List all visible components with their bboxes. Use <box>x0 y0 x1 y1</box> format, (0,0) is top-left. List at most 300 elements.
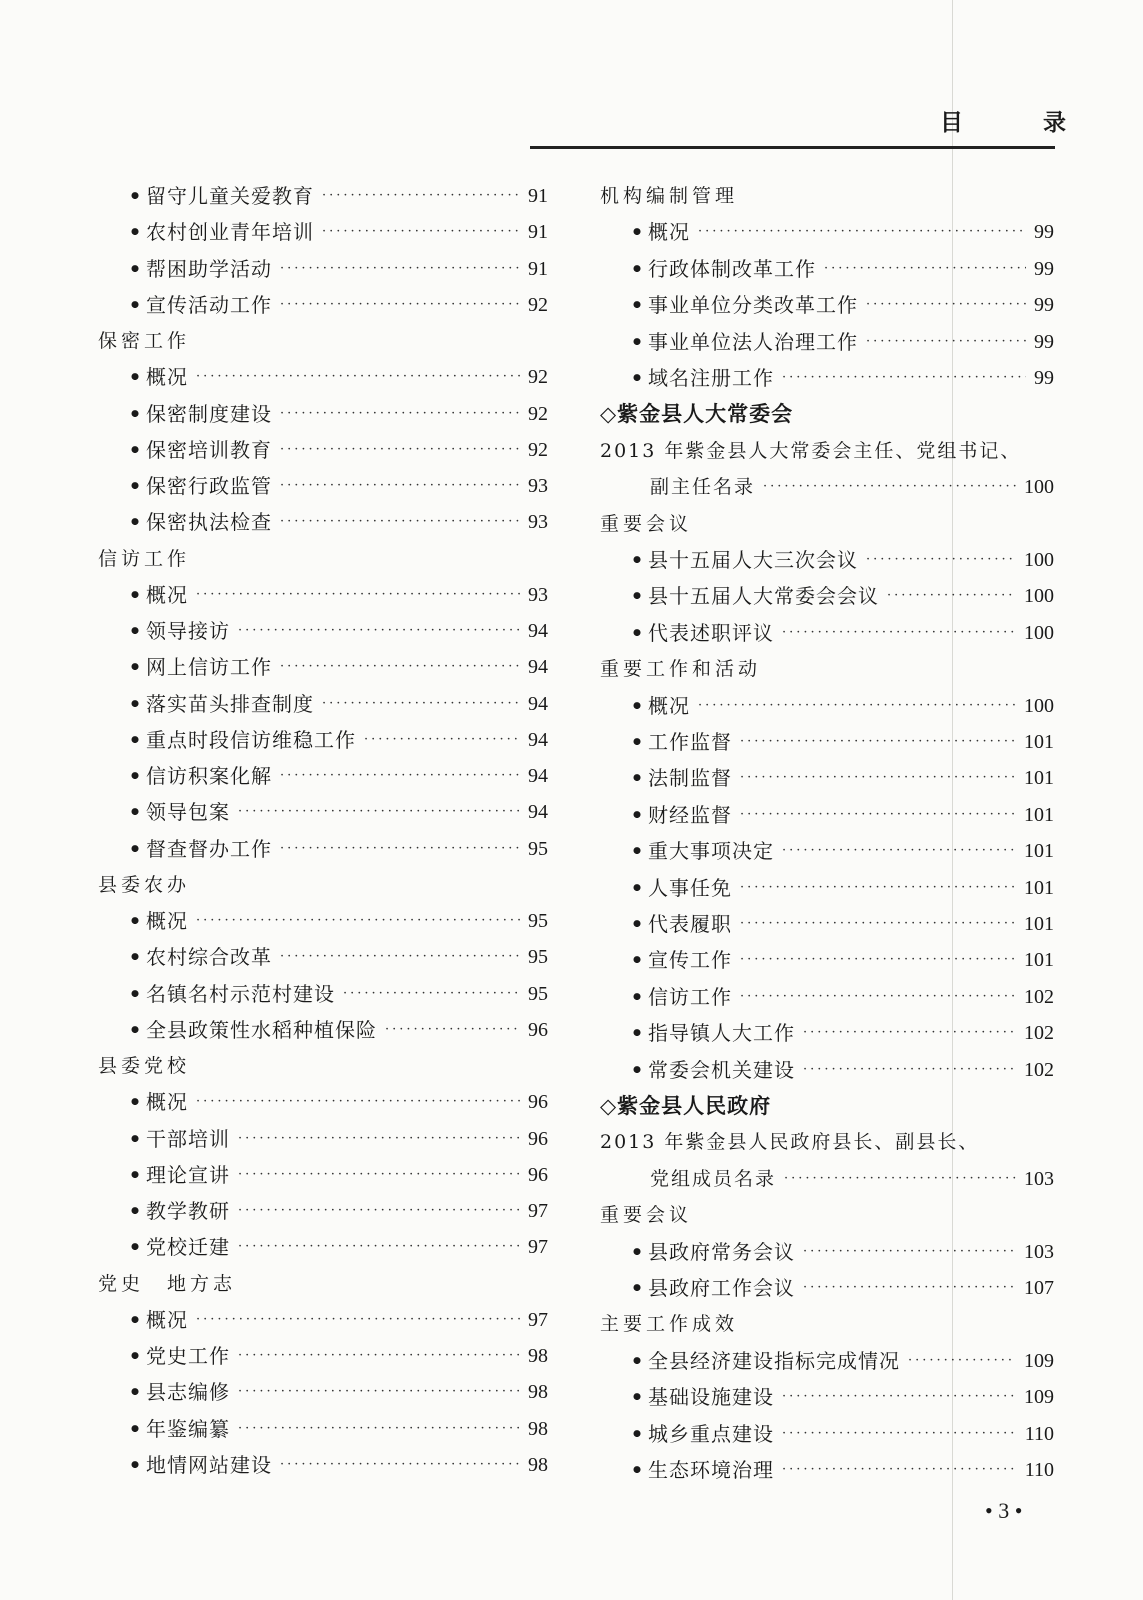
dot-leader <box>740 727 1016 757</box>
toc-page-number: 102 <box>1024 1022 1054 1044</box>
toc-entry <box>124 1015 548 1045</box>
toc-page-number: 103 <box>1024 1168 1054 1190</box>
toc-section-heading: 重要会议 <box>600 513 693 535</box>
toc-entry <box>124 797 548 827</box>
toc-page-number: 91 <box>528 185 548 207</box>
toc-entry-label: 县十五届人大常委会会议 <box>648 584 879 608</box>
toc-entry <box>626 545 1054 575</box>
toc-page-number: 98 <box>528 1454 548 1476</box>
toc-entry <box>626 691 1054 721</box>
toc-entry <box>124 906 548 936</box>
bullet-icon: • <box>630 985 644 1009</box>
toc-entry-label: 农村综合改革 <box>146 945 272 969</box>
toc-section-heading: 主要工作成效 <box>600 1313 739 1335</box>
toc-page-number: 103 <box>1024 1241 1054 1263</box>
toc-entry-label: 党组成员名录 <box>650 1168 777 1190</box>
toc-entry-label: 信访积案化解 <box>146 764 272 788</box>
bullet-icon: • <box>630 1021 644 1045</box>
bullet-icon: • <box>128 764 142 788</box>
toc-entry <box>124 725 548 755</box>
toc-page-number: 99 <box>1034 331 1054 353</box>
toc-page-number: 92 <box>528 294 548 316</box>
bullet-icon: • <box>128 1018 142 1042</box>
bullet-icon: • <box>128 655 142 679</box>
toc-entry-label: 地情网站建设 <box>146 1453 272 1477</box>
toc-entry-label: 行政体制改革工作 <box>648 257 816 281</box>
bullet-icon: • <box>630 293 644 317</box>
toc-page-number: 94 <box>528 729 548 751</box>
toc-entry <box>626 727 1054 757</box>
bullet-icon: • <box>630 1058 644 1082</box>
toc-page-number: 98 <box>528 1345 548 1367</box>
toc-entry <box>650 1164 1054 1194</box>
toc-entry-label: 落实苗头排查制度 <box>146 692 314 716</box>
toc-entry-label: 保密制度建设 <box>146 402 272 426</box>
bullet-icon: • <box>128 982 142 1006</box>
toc-entry <box>124 217 548 247</box>
dot-leader <box>740 945 1016 975</box>
toc-entry-label: 县志编修 <box>146 1380 230 1404</box>
toc-entry-label: 概况 <box>146 1090 188 1114</box>
dot-leader <box>782 1382 1016 1412</box>
toc-entry <box>626 1455 1054 1485</box>
toc-page-number: 91 <box>528 221 548 243</box>
toc-entry-label: 全县政策性水稻种植保险 <box>146 1018 377 1042</box>
toc-page-number: 101 <box>1024 804 1054 826</box>
bullet-icon: • <box>128 583 142 607</box>
dot-leader <box>763 472 1016 502</box>
toc-entry-label: 财经监督 <box>648 803 732 827</box>
page-header-title: 目 录 <box>940 110 1103 136</box>
toc-section-heading: 机构编制管理 <box>600 185 739 207</box>
dot-leader <box>740 800 1016 830</box>
bullet-icon: • <box>630 584 644 608</box>
toc-page-number: 99 <box>1034 367 1054 389</box>
toc-entry <box>626 290 1054 320</box>
toc-entry <box>124 1232 548 1262</box>
dot-leader <box>238 1124 520 1154</box>
toc-entry <box>124 1377 548 1407</box>
dot-leader <box>238 1196 520 1226</box>
dot-leader <box>385 1015 520 1045</box>
dot-leader <box>322 181 520 211</box>
dot-leader <box>238 797 520 827</box>
toc-page-number: 100 <box>1024 476 1054 498</box>
toc-entry <box>626 1055 1054 1085</box>
toc-page-number: 98 <box>528 1381 548 1403</box>
toc-page-number: 109 <box>1024 1350 1054 1372</box>
dot-leader <box>238 1377 520 1407</box>
dot-leader <box>740 763 1016 793</box>
toc-entry-label: 县十五届人大三次会议 <box>648 548 858 572</box>
toc-page-number: 101 <box>1024 767 1054 789</box>
toc-page-number: 102 <box>1024 986 1054 1008</box>
toc-entry <box>124 834 548 864</box>
bullet-icon: • <box>128 510 142 534</box>
toc-entry <box>124 362 548 392</box>
toc-section-heading: 县委农办 <box>98 874 191 896</box>
bullet-icon: • <box>128 945 142 969</box>
toc-paragraph-line: 2013 年紫金县人民政府县长、副县长、 <box>600 1131 980 1153</box>
toc-entry-label: 信访工作 <box>648 985 732 1009</box>
bullet-icon: • <box>630 694 644 718</box>
toc-entry <box>626 763 1054 793</box>
dot-leader <box>280 435 520 465</box>
toc-entry <box>124 616 548 646</box>
bullet-icon: • <box>128 728 142 752</box>
toc-entry-label: 县政府常务会议 <box>648 1240 795 1264</box>
dot-leader <box>740 873 1016 903</box>
bullet-icon: • <box>128 1163 142 1187</box>
bullet-icon: • <box>630 257 644 281</box>
toc-entry-label: 概况 <box>146 1308 188 1332</box>
dot-leader <box>280 1450 520 1480</box>
bullet-icon: • <box>128 909 142 933</box>
toc-entry-label: 教学教研 <box>146 1199 230 1223</box>
dot-leader <box>740 909 1016 939</box>
toc-page-number: 101 <box>1024 731 1054 753</box>
toc-page-number: 96 <box>528 1128 548 1150</box>
toc-entry <box>124 761 548 791</box>
bullet-icon: • <box>630 1422 644 1446</box>
toc-page-number: 99 <box>1034 258 1054 280</box>
header-rule <box>530 146 1055 149</box>
dot-leader <box>196 906 520 936</box>
bullet-icon: • <box>128 619 142 643</box>
toc-page-number: 94 <box>528 765 548 787</box>
toc-entry <box>626 1018 1054 1048</box>
toc-page-number: 96 <box>528 1019 548 1041</box>
toc-paragraph-line: 2013 年紫金县人大常委会主任、党组书记、 <box>600 440 1022 462</box>
dot-leader <box>824 254 1026 284</box>
toc-entry-label: 概况 <box>146 365 188 389</box>
toc-page-number: 92 <box>528 439 548 461</box>
dot-leader <box>866 290 1026 320</box>
toc-page-number: 101 <box>1024 840 1054 862</box>
toc-entry-label: 干部培训 <box>146 1127 230 1151</box>
toc-section-heading: 重要工作和活动 <box>600 658 762 680</box>
dot-leader <box>280 290 520 320</box>
toc-entry-label: 副主任名录 <box>650 476 756 498</box>
dot-leader <box>803 1273 1016 1303</box>
toc-page-number: 92 <box>528 403 548 425</box>
bullet-icon: • <box>128 1127 142 1151</box>
toc-page-number: 95 <box>528 946 548 968</box>
toc-entry-label: 概况 <box>648 694 690 718</box>
toc-entry <box>626 800 1054 830</box>
toc-entry <box>626 1273 1054 1303</box>
toc-page-number: 94 <box>528 801 548 823</box>
toc-page-number: 100 <box>1024 622 1054 644</box>
bullet-icon: • <box>630 366 644 390</box>
toc-entry <box>124 979 548 1009</box>
toc-page-number: 94 <box>528 620 548 642</box>
toc-entry <box>626 836 1054 866</box>
toc-entry-label: 领导包案 <box>146 800 230 824</box>
bullet-icon: • <box>128 365 142 389</box>
dot-leader <box>343 979 520 1009</box>
toc-entry-label: 代表述职评议 <box>648 621 774 645</box>
toc-page-number: 91 <box>528 258 548 280</box>
toc-page-number: 92 <box>528 366 548 388</box>
toc-entry-label: 事业单位分类改革工作 <box>648 293 858 317</box>
toc-page-number: 93 <box>528 511 548 533</box>
toc-page-number: 97 <box>528 1309 548 1331</box>
toc-entry <box>626 1237 1054 1267</box>
bullet-icon: • <box>630 1385 644 1409</box>
dot-leader <box>280 942 520 972</box>
bullet-icon: • <box>128 1344 142 1368</box>
bullet-icon: • <box>128 184 142 208</box>
dot-leader <box>196 362 520 392</box>
toc-entry <box>626 217 1054 247</box>
toc-page-number: 110 <box>1024 1423 1054 1445</box>
dot-leader <box>908 1346 1016 1376</box>
dot-leader <box>887 581 1016 611</box>
dot-leader <box>238 1232 520 1262</box>
bullet-icon: • <box>128 1235 142 1259</box>
bullet-icon: • <box>128 257 142 281</box>
toc-page-number: 100 <box>1024 585 1054 607</box>
dot-leader <box>782 1455 1017 1485</box>
toc-entry-label: 代表履职 <box>648 912 732 936</box>
bullet-icon: • <box>630 1458 644 1482</box>
toc-entry-label: 概况 <box>648 220 690 244</box>
toc-entry <box>124 1124 548 1154</box>
toc-section-heading: 保密工作 <box>98 330 191 352</box>
toc-entry <box>124 507 548 537</box>
dot-leader <box>280 652 520 682</box>
toc-entry-label: 党校迁建 <box>146 1235 230 1259</box>
toc-page-number: 94 <box>528 656 548 678</box>
toc-major-heading: ◇紫金县人大常委会 <box>600 402 794 426</box>
bullet-icon: • <box>128 474 142 498</box>
toc-page-number: 95 <box>528 838 548 860</box>
toc-page-number: 97 <box>528 1200 548 1222</box>
toc-entry-label: 常委会机关建设 <box>648 1058 795 1082</box>
toc-entry-label: 督查督办工作 <box>146 837 272 861</box>
toc-entry <box>124 1196 548 1226</box>
dot-leader <box>238 1414 520 1444</box>
dot-leader <box>364 725 520 755</box>
toc-entry <box>626 1346 1054 1376</box>
bullet-icon: • <box>128 837 142 861</box>
toc-entry <box>626 581 1054 611</box>
dot-leader <box>782 618 1016 648</box>
toc-section-heading: 重要会议 <box>600 1204 693 1226</box>
toc-page-number: 93 <box>528 475 548 497</box>
toc-page-number: 96 <box>528 1164 548 1186</box>
toc-page-number: 99 <box>1034 221 1054 243</box>
dot-leader <box>782 836 1016 866</box>
page-number: • 3 • <box>985 1498 1023 1523</box>
toc-page-number: 100 <box>1024 549 1054 571</box>
bullet-icon: • <box>128 800 142 824</box>
toc-entry <box>626 945 1054 975</box>
dot-leader <box>782 363 1026 393</box>
dot-leader <box>698 691 1016 721</box>
dot-leader <box>238 616 520 646</box>
toc-page-number: 102 <box>1024 1059 1054 1081</box>
toc-entry-label: 年鉴编纂 <box>146 1417 230 1441</box>
toc-entry-label: 网上信访工作 <box>146 655 272 679</box>
dot-leader <box>238 1341 520 1371</box>
bullet-icon: • <box>630 839 644 863</box>
bullet-icon: • <box>630 803 644 827</box>
bullet-icon: • <box>630 912 644 936</box>
toc-entry-label: 工作监督 <box>648 730 732 754</box>
toc-page-number: 95 <box>528 983 548 1005</box>
dot-leader <box>280 254 520 284</box>
dot-leader <box>280 399 520 429</box>
toc-page-number: 94 <box>528 693 548 715</box>
dot-leader <box>280 834 520 864</box>
toc-entry-label: 法制监督 <box>648 766 732 790</box>
bullet-icon: • <box>128 293 142 317</box>
toc-entry <box>626 982 1054 1012</box>
bullet-icon: • <box>630 220 644 244</box>
toc-entry-label: 保密行政监管 <box>146 474 272 498</box>
toc-page-number: 100 <box>1024 695 1054 717</box>
toc-entry <box>124 471 548 501</box>
bullet-icon: • <box>630 766 644 790</box>
dot-leader <box>280 761 520 791</box>
toc-entry <box>124 1305 548 1335</box>
bullet-icon: • <box>128 1417 142 1441</box>
toc-page-number: 101 <box>1024 949 1054 971</box>
dot-leader <box>803 1055 1016 1085</box>
bullet-icon: • <box>630 1276 644 1300</box>
toc-entry-label: 宣传活动工作 <box>146 293 272 317</box>
toc-entry <box>124 942 548 972</box>
toc-major-heading: ◇紫金县人民政府 <box>600 1094 772 1118</box>
toc-section-heading: 县委党校 <box>98 1055 191 1077</box>
toc-entry-label: 重点时段信访维稳工作 <box>146 728 356 752</box>
toc-entry-label: 县政府工作会议 <box>648 1276 795 1300</box>
toc-page-number: 98 <box>528 1418 548 1440</box>
toc-page-number: 97 <box>528 1236 548 1258</box>
toc-entry-label: 生态环境治理 <box>648 1458 774 1482</box>
dot-leader <box>803 1018 1016 1048</box>
bullet-icon: • <box>128 1090 142 1114</box>
toc-page-number: 109 <box>1024 1386 1054 1408</box>
toc-entry <box>626 1382 1054 1412</box>
toc-entry <box>626 909 1054 939</box>
toc-entry-label: 基础设施建设 <box>648 1385 774 1409</box>
toc-entry <box>626 327 1054 357</box>
toc-entry <box>124 1160 548 1190</box>
dot-leader <box>866 327 1026 357</box>
toc-entry-label: 名镇名村示范村建设 <box>146 982 335 1006</box>
toc-entry-label: 重大事项决定 <box>648 839 774 863</box>
bullet-icon: • <box>128 1308 142 1332</box>
toc-page-number: 110 <box>1024 1459 1054 1481</box>
dot-leader <box>698 217 1026 247</box>
toc-entry <box>626 618 1054 648</box>
bullet-icon: • <box>128 692 142 716</box>
toc-entry <box>124 1414 548 1444</box>
toc-page-number: 93 <box>528 584 548 606</box>
toc-section-heading: 信访工作 <box>98 548 191 570</box>
toc-entry-label: 留守儿童关爱教育 <box>146 184 314 208</box>
toc-entry <box>124 435 548 465</box>
toc-entry <box>124 254 548 284</box>
toc-entry-label: 人事任免 <box>648 876 732 900</box>
dot-leader <box>866 545 1016 575</box>
bullet-icon: • <box>630 730 644 754</box>
dot-leader <box>322 217 520 247</box>
toc-entry-label: 农村创业青年培训 <box>146 220 314 244</box>
bullet-icon: • <box>630 1240 644 1264</box>
toc-page-number: 99 <box>1034 294 1054 316</box>
toc-page-number: 96 <box>528 1091 548 1113</box>
toc-entry-label: 理论宣讲 <box>146 1163 230 1187</box>
toc-entry-label: 事业单位法人治理工作 <box>648 330 858 354</box>
bullet-icon: • <box>630 876 644 900</box>
dot-leader <box>196 1305 520 1335</box>
bullet-icon: • <box>630 1349 644 1373</box>
toc-entry <box>626 1419 1054 1449</box>
toc-entry-label: 概况 <box>146 583 188 607</box>
toc-entry <box>626 873 1054 903</box>
toc-page-number: 107 <box>1024 1277 1054 1299</box>
toc-entry <box>124 689 548 719</box>
bullet-icon: • <box>630 548 644 572</box>
toc-entry <box>124 290 548 320</box>
bullet-icon: • <box>128 1199 142 1223</box>
bullet-icon: • <box>128 1380 142 1404</box>
toc-entry-label: 帮困助学活动 <box>146 257 272 281</box>
toc-entry-label: 域名注册工作 <box>648 366 774 390</box>
dot-leader <box>784 1164 1016 1194</box>
bullet-icon: • <box>128 220 142 244</box>
dot-leader <box>280 471 520 501</box>
toc-entry <box>124 652 548 682</box>
toc-entry-label: 党史工作 <box>146 1344 230 1368</box>
bullet-icon: • <box>630 948 644 972</box>
bullet-icon: • <box>128 1453 142 1477</box>
toc-entry <box>124 181 548 211</box>
toc-entry-label: 全县经济建设指标完成情况 <box>648 1349 900 1373</box>
toc-entry <box>124 1450 548 1480</box>
bullet-icon: • <box>128 438 142 462</box>
dot-leader <box>782 1419 1017 1449</box>
toc-entry <box>626 254 1054 284</box>
bullet-icon: • <box>630 330 644 354</box>
bullet-icon: • <box>128 402 142 426</box>
toc-entry-label: 概况 <box>146 909 188 933</box>
dot-leader <box>803 1237 1016 1267</box>
dot-leader <box>280 507 520 537</box>
toc-entry-label: 指导镇人大工作 <box>648 1021 795 1045</box>
dot-leader <box>196 1087 520 1117</box>
toc-entry <box>124 1341 548 1371</box>
toc-entry <box>650 472 1054 502</box>
toc-entry-label: 保密培训教育 <box>146 438 272 462</box>
toc-entry <box>124 580 548 610</box>
toc-entry <box>124 399 548 429</box>
toc-entry-label: 城乡重点建设 <box>648 1422 774 1446</box>
toc-page-number: 95 <box>528 910 548 932</box>
toc-entry <box>626 363 1054 393</box>
toc-entry-label: 宣传工作 <box>648 948 732 972</box>
dot-leader <box>196 580 520 610</box>
toc-section-heading: 党史 地方志 <box>98 1273 237 1295</box>
toc-entry-label: 领导接访 <box>146 619 230 643</box>
dot-leader <box>740 982 1016 1012</box>
toc-page-number: 101 <box>1024 913 1054 935</box>
toc-page-number: 101 <box>1024 877 1054 899</box>
